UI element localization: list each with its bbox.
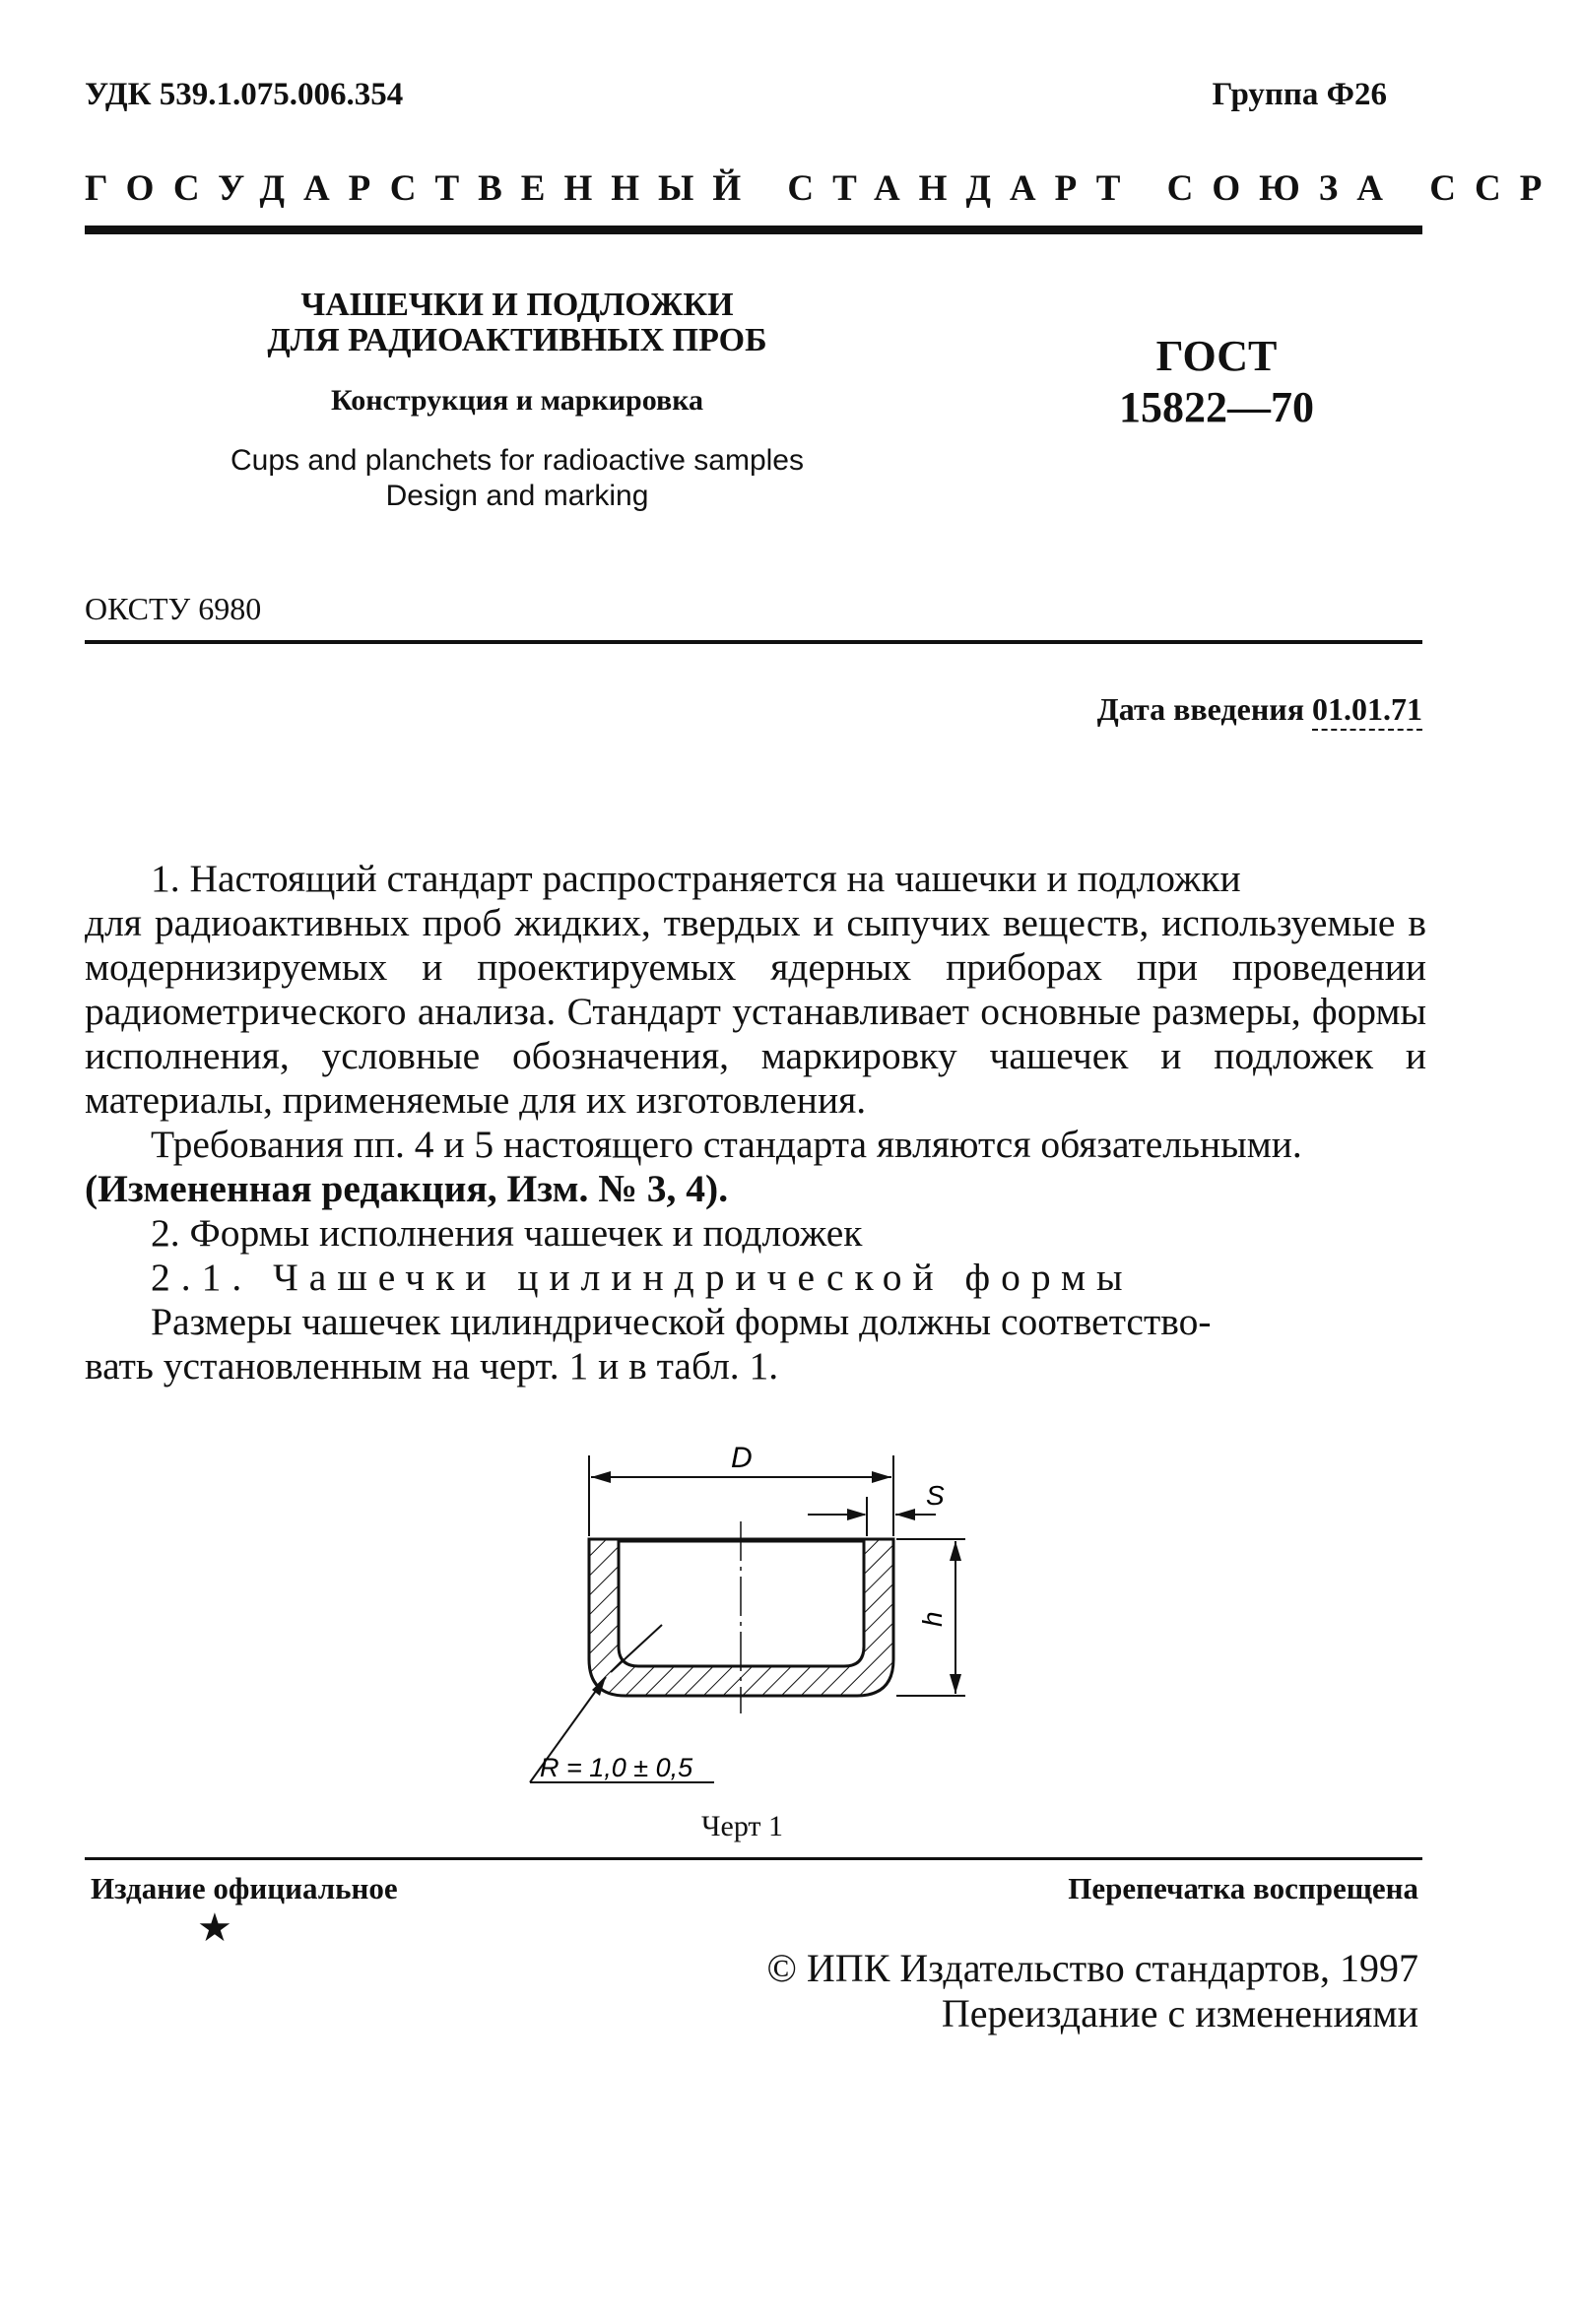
h-label: h <box>917 1611 948 1627</box>
figure-caption: Черт 1 <box>701 1810 784 1842</box>
h-arrow-bottom <box>950 1674 961 1694</box>
intro-date <box>1097 691 1422 728</box>
reprint-notice: Перепечатка воспрещена <box>1068 1871 1418 1905</box>
item-2-1-text-first: Размеры чашечек цилиндрической формы должны соответство- <box>151 1300 1212 1343</box>
requirements-line: Требования пп. 4 и 5 настоящего стандарта являются обязательными. <box>151 1123 1302 1166</box>
title-line-2: ДЛЯ РАДИОАКТИВНЫХ ПРОБ <box>267 322 767 358</box>
item-2-1-text-rest: вать установленным на черт. 1 и в табл. 1. <box>85 1344 779 1388</box>
cup-drawing <box>512 1438 1024 1812</box>
copyright-line: © ИПК Издательство стандартов, 1997 <box>766 1946 1418 1990</box>
s-arrow-left <box>847 1509 867 1520</box>
subtitle-ru: Конструкция и маркировка <box>330 384 704 417</box>
h-arrow-top <box>950 1541 961 1561</box>
body-text <box>85 857 1426 1388</box>
intro-date-label: Дата введения <box>1096 691 1304 727</box>
title-en-line-2: Design and marking <box>385 480 649 512</box>
title-rule <box>85 640 1422 644</box>
paragraph-1-first-line: 1. Настоящий стандарт распространяется на чашечки и подложки <box>151 857 1241 900</box>
title-line-1: ЧАШЕЧКИ И ПОДЛОЖКИ <box>300 287 734 323</box>
okstu-code: ОКСТУ 6980 <box>85 591 262 626</box>
intro-date-value: 01.01.71 <box>1312 691 1422 731</box>
copyright-block <box>767 1946 1418 2036</box>
paragraph-1-rest: для радиоактивных проб жидких, твердых и сыпучих веществ, используемые в модернизируемых и проектируемых ядерных приборах при проведении радиометрического анализа. Стандарт устанавливает основные размеры, формы исполнения, условные обозначения, маркировку чашечек и подложек и материалы, применяемые для их изготовления. <box>85 901 1426 1122</box>
group-code: Группа Ф26 <box>1212 77 1387 112</box>
d-arrow-left <box>591 1471 611 1483</box>
official-edition: Издание официальное <box>91 1871 398 1905</box>
udk-code: УДК 539.1.075.006.354 <box>85 77 404 112</box>
r-label: R = 1,0 ± 0,5 <box>540 1753 693 1782</box>
state-standard-heading: ГОСУДАРСТВЕННЫЙ СТАНДАРТ СОЮЗА ССР <box>85 168 1561 209</box>
title-block <box>197 288 837 514</box>
amendment-line: (Измененная редакция, Изм. № 3, 4). <box>85 1167 729 1210</box>
d-label: D <box>731 1442 753 1474</box>
gost-number: 15822—70 <box>1119 383 1314 431</box>
d-arrow-right <box>872 1471 891 1483</box>
s-arrow-right <box>895 1509 915 1520</box>
gost-designation <box>1064 331 1369 433</box>
header-rule <box>85 226 1422 234</box>
item-2-1-heading: 2.1. Чашечки цилиндрической формы <box>151 1256 1134 1299</box>
footer-rule <box>85 1857 1422 1860</box>
s-label: S <box>926 1480 945 1511</box>
gost-label: ГОСТ <box>1155 332 1278 380</box>
star-icon: ★ <box>197 1905 232 1950</box>
reissue-line: Переиздание с изменениями <box>941 1991 1418 2035</box>
item-2-heading: 2. Формы исполнения чашечек и подложек <box>151 1211 863 1255</box>
cup-section <box>589 1539 893 1696</box>
title-en-line-1: Cups and planchets for radioactive samples <box>230 444 804 477</box>
